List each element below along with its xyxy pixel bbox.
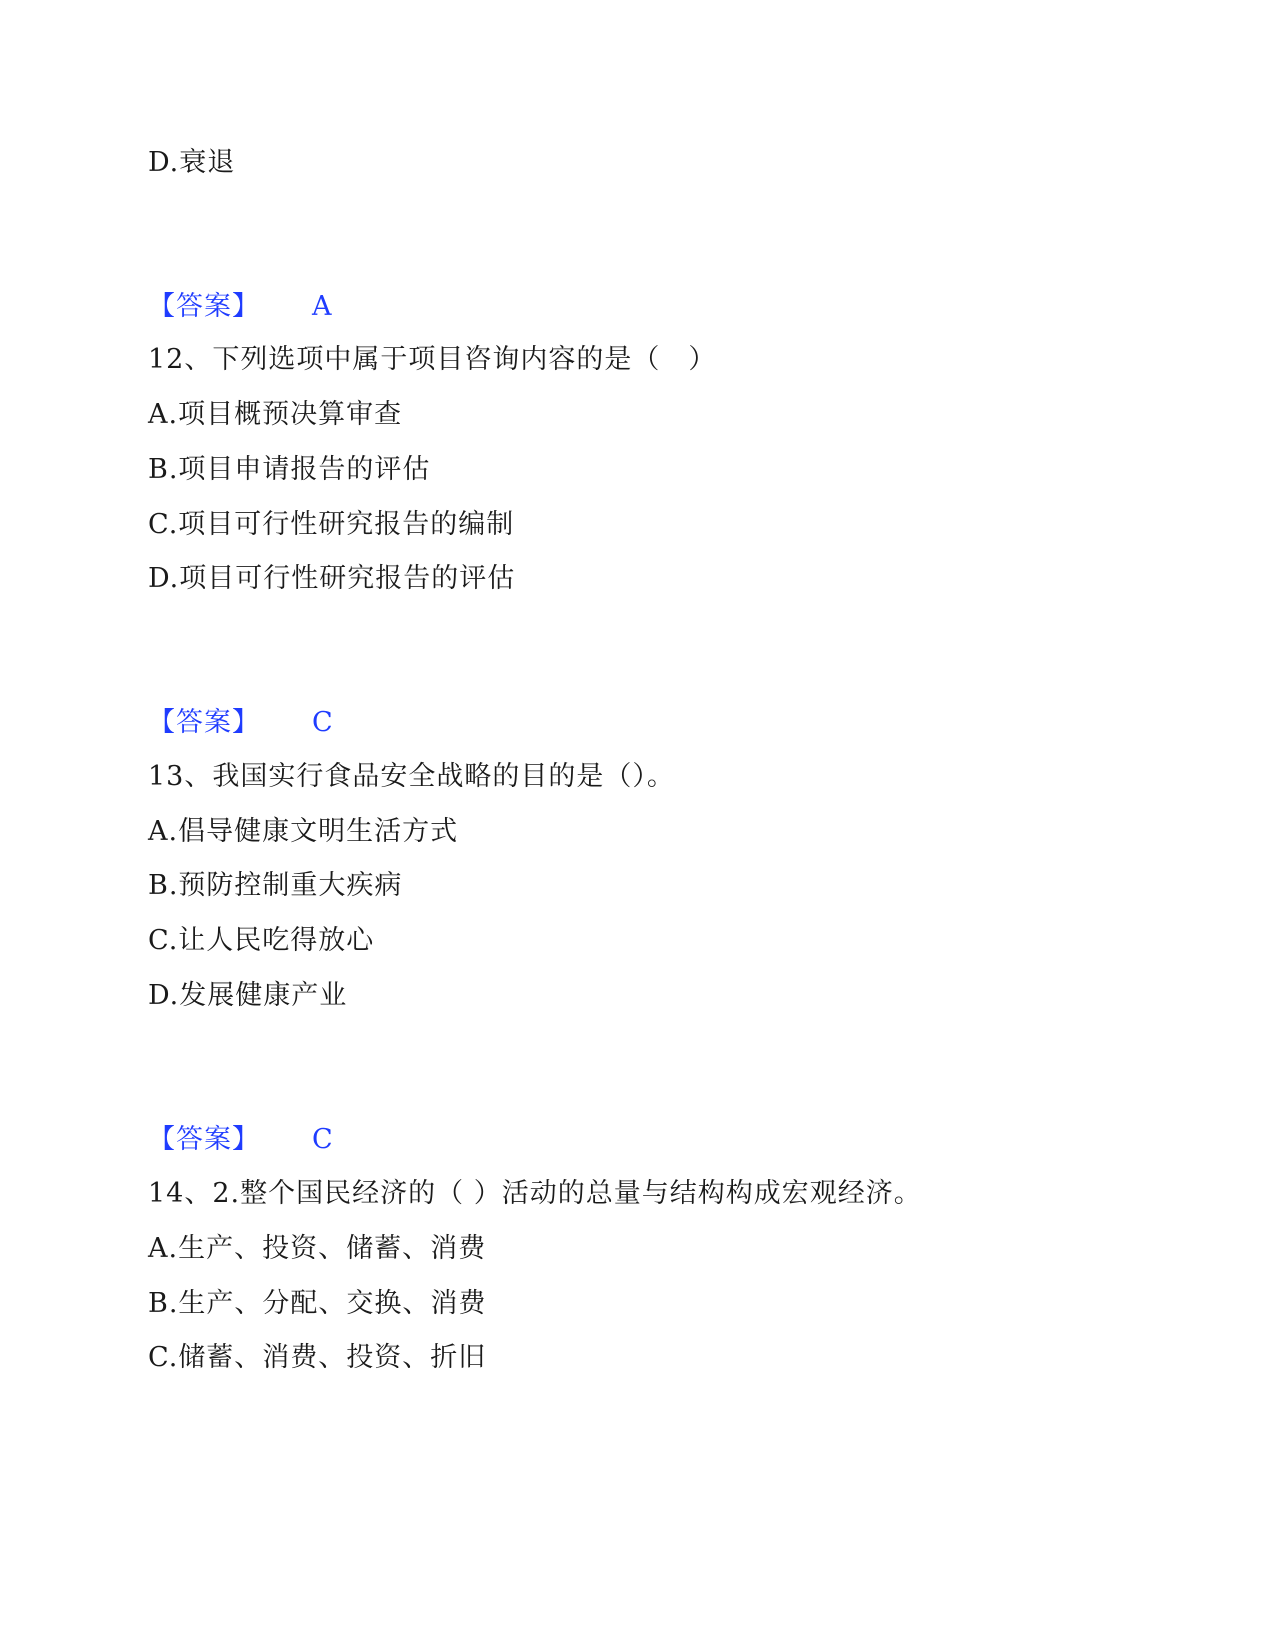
question-12-stem: 12、下列选项中属于项目咨询内容的是（ ） bbox=[148, 344, 717, 375]
question-14-option-b: B.生产、分配、交换、消费 bbox=[148, 1288, 487, 1319]
question-12-option-d: D.项目可行性研究报告的评估 bbox=[148, 563, 516, 594]
answer-label: 【答案】 bbox=[148, 1124, 260, 1155]
answer-prev bbox=[148, 290, 332, 324]
option-d-prev: D.衰退 bbox=[148, 147, 236, 178]
answer-label: 【答案】 bbox=[148, 707, 260, 738]
question-12-option-b: B.项目申请报告的评估 bbox=[148, 454, 431, 485]
question-13-stem: 13、我国实行食品安全战略的目的是（）。 bbox=[148, 761, 675, 792]
question-12-option-a: A.项目概预决算审查 bbox=[148, 399, 403, 430]
answer-label: 【答案】 bbox=[148, 291, 260, 322]
answer-value: A bbox=[312, 291, 332, 322]
question-14-option-c: C.储蓄、消费、投资、折旧 bbox=[148, 1342, 487, 1373]
answer-12 bbox=[148, 706, 333, 740]
question-14-option-a: A.生产、投资、储蓄、消费 bbox=[148, 1233, 487, 1264]
question-14-stem: 14、2.整个国民经济的（ ）活动的总量与结构构成宏观经济。 bbox=[148, 1178, 922, 1209]
answer-value: C bbox=[312, 707, 333, 738]
question-12-option-c: C.项目可行性研究报告的编制 bbox=[148, 509, 515, 540]
question-13-option-b: B.预防控制重大疾病 bbox=[148, 870, 403, 901]
question-13-option-a: A.倡导健康文明生活方式 bbox=[148, 816, 459, 847]
question-13-option-c: C.让人民吃得放心 bbox=[148, 925, 375, 956]
answer-value: C bbox=[312, 1124, 333, 1155]
question-13-option-d: D.发展健康产业 bbox=[148, 980, 348, 1011]
answer-13 bbox=[148, 1123, 333, 1157]
